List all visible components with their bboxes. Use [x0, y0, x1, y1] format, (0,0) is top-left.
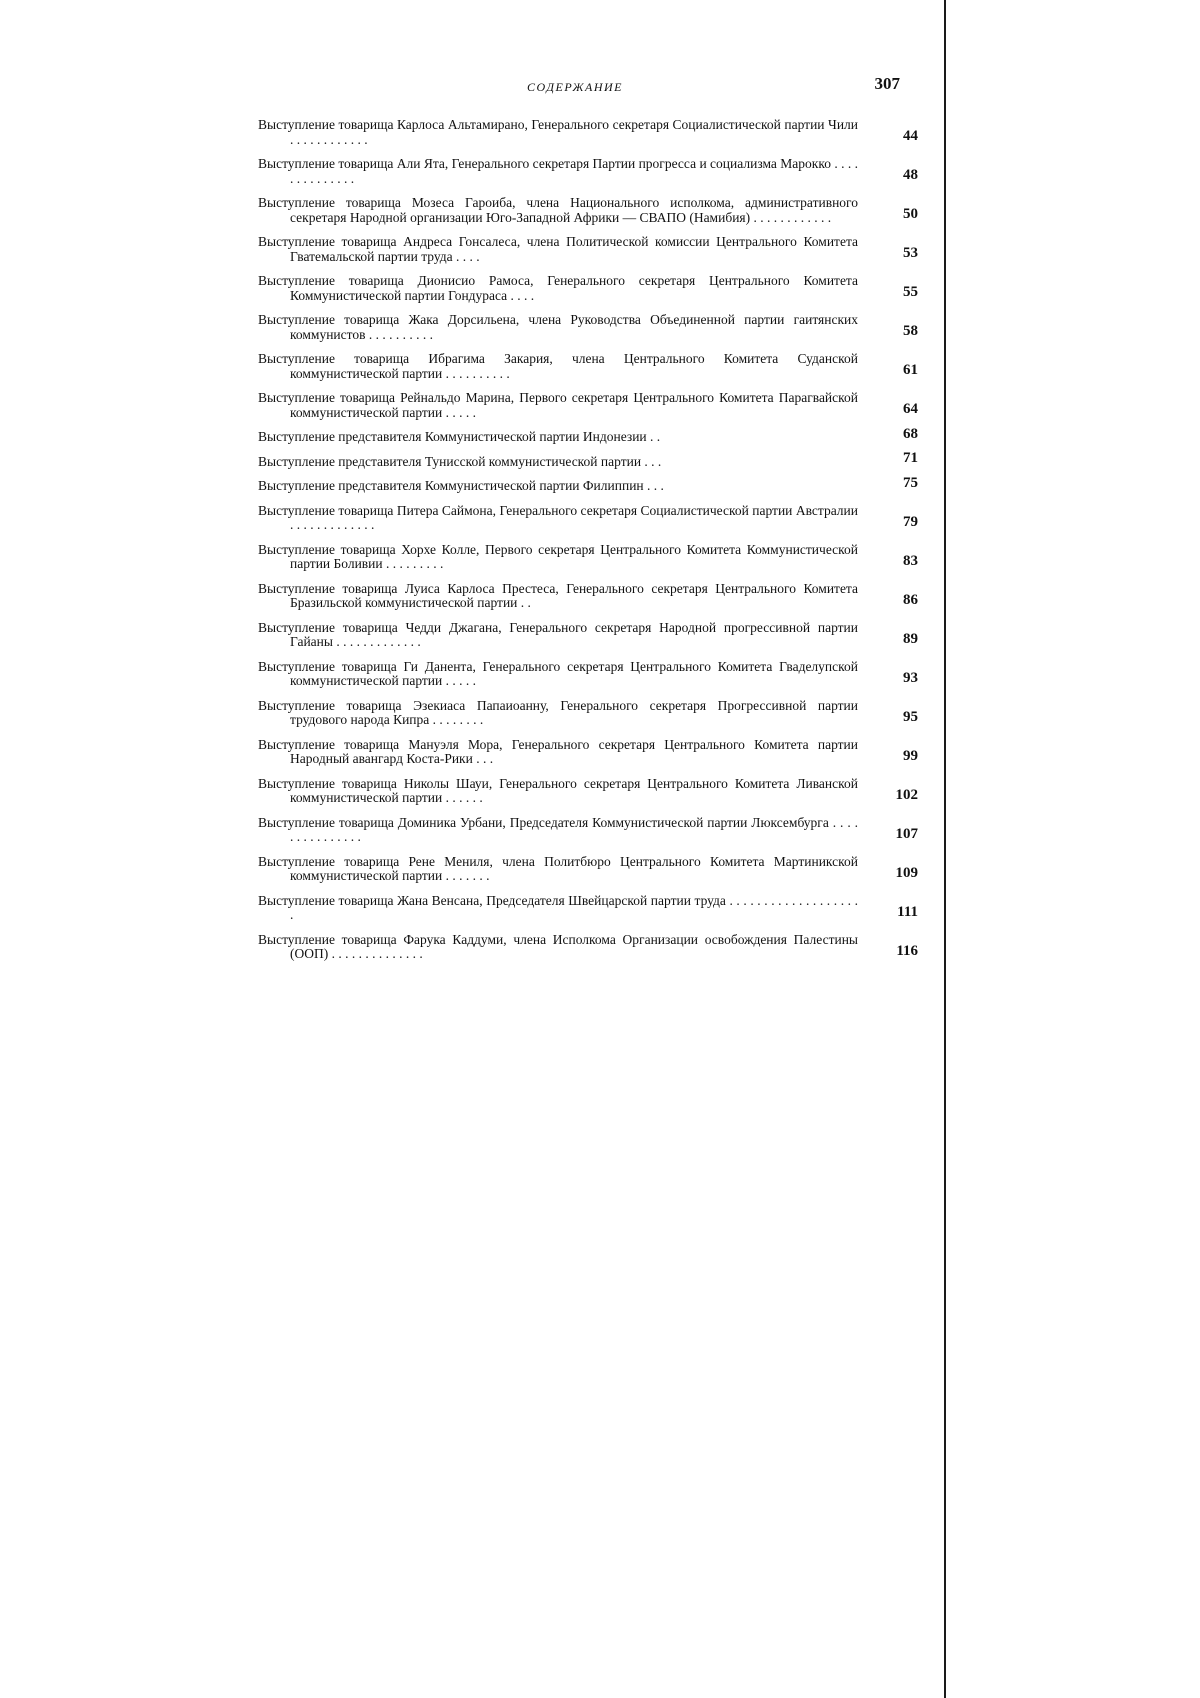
toc-entry	[258, 235, 918, 264]
toc-entry	[258, 196, 918, 225]
toc-entry-page: 68	[903, 425, 918, 442]
toc-entry-page: 64	[903, 401, 918, 417]
toc-entry	[258, 777, 918, 806]
toc-entry-page: 109	[895, 864, 918, 881]
toc-entry-page: 102	[895, 786, 918, 803]
toc-entry-title: Выступление товарища Рене Мениля, члена Политбюро Центрального Комитета Мартиникской коммунистической партии . . . . . . .	[258, 853, 862, 883]
toc-entry-page: 83	[903, 552, 918, 569]
toc-entry	[258, 504, 918, 533]
toc-entry-page: 99	[903, 747, 918, 764]
toc-entry-title: Выступление товарища Андреса Гонсалеса, члена Политической комиссии Центрального Комитета Гватемальской партии труда . . . .	[258, 234, 862, 264]
toc-entry-title: Выступление представителя Коммунистической партии Индонезии . .	[258, 429, 661, 444]
toc-entry-title: Выступление товарища Эзекиаса Папаиоанну, Генерального секретаря Прогрессивной партии трудового народа Кипра . . . . . . . .	[258, 697, 862, 727]
toc-entry-title: Выступление товарища Чедди Джагана, Генерального секретаря Народной прогрессивной партии Гайаны . . . . . . . . . . . . .	[258, 619, 862, 649]
toc-entry	[258, 738, 918, 767]
toc-entry	[258, 352, 918, 381]
toc-entry	[258, 894, 918, 923]
page-header	[250, 74, 900, 104]
toc-entry-page: 107	[895, 825, 918, 842]
table-of-contents	[258, 118, 918, 972]
toc-entry	[258, 157, 918, 186]
toc-entry	[258, 425, 918, 445]
toc-entry	[258, 660, 918, 689]
toc-entry-page: 86	[903, 591, 918, 608]
toc-entry-title: Выступление товарища Луиса Карлоса Престеса, Генерального секретаря Центрального Комитета Бразильской коммунистической партии . .	[258, 580, 862, 610]
toc-entry-title: Выступление товарища Доминика Урбани, Председателя Коммунистической партии Люксембурга . . . . . . . . . . . . . . .	[258, 814, 862, 844]
toc-entry-title: Выступление товарища Мануэля Мора, Генерального секретаря Центрального Комитета партии Народный авангард Коста-Рики . . .	[258, 736, 862, 766]
page-number: 307	[874, 74, 900, 93]
toc-entry	[258, 118, 918, 147]
toc-entry	[258, 621, 918, 650]
toc-entry	[258, 855, 918, 884]
toc-entry	[258, 543, 918, 572]
toc-entry-title: Выступление товарища Жана Венсана, Председателя Швейцарской партии труда . . . . . . . . . . . . . . . . . . . .	[258, 892, 862, 922]
toc-entry	[258, 313, 918, 342]
toc-entry-page: 48	[903, 167, 918, 183]
scan-edge-line	[944, 0, 946, 1698]
toc-entry-page: 55	[903, 284, 918, 300]
toc-entry-page: 58	[903, 323, 918, 339]
toc-entry-title: Выступление товарища Фарука Каддуми, члена Исполкома Организации освобождения Палестины (ООП) . . . . . . . . . . . . . .	[258, 931, 862, 961]
toc-entry-title: Выступление товарища Хорхе Колле, Первого секретаря Центрального Комитета Коммунистической партии Боливии . . . . . . . . .	[258, 541, 862, 571]
toc-entry-page: 79	[903, 513, 918, 530]
toc-entry-page: 53	[903, 245, 918, 261]
toc-entry	[258, 274, 918, 303]
toc-entry-page: 89	[903, 630, 918, 647]
toc-entry-page: 95	[903, 708, 918, 725]
toc-entry-title: Выступление товарища Николы Шауи, Генерального секретаря Центрального Комитета Ливанской коммунистической партии . . . . . .	[258, 775, 862, 805]
toc-entry	[258, 391, 918, 420]
toc-entry-page: 44	[903, 128, 918, 144]
toc-entry-title: Выступление товарища Ибрагима Закария, члена Центрального Комитета Суданской коммунистической партии . . . . . . . . . .	[258, 351, 862, 381]
toc-entry	[258, 450, 918, 470]
toc-entry-title: Выступление товарища Карлоса Альтамирано, Генерального секретаря Социалистической партии Чили . . . . . . . . . . . .	[258, 117, 862, 147]
toc-entry-title: Выступление товарища Питера Саймона, Генерального секретаря Социалистической партии Австралии . . . . . . . . . . . . .	[258, 502, 862, 532]
toc-entry-page: 71	[903, 450, 918, 466]
toc-entry-page: 61	[903, 362, 918, 378]
toc-entry-title: Выступление товарища Жака Дорсильена, члена Руководства Объединенной партии гаитянских коммунистов . . . . . . . . . .	[258, 312, 862, 342]
toc-entry-title: Выступление представителя Коммунистической партии Филиппин . . .	[258, 478, 664, 493]
toc-entry	[258, 474, 918, 494]
toc-entry-title: Выступление представителя Тунисской коммунистической партии . . .	[258, 453, 662, 469]
toc-entry	[258, 582, 918, 611]
toc-entry-title: Выступление товарища Ги Данента, Генерального секретаря Центрального Комитета Гваделупской коммунистической партии . . . . .	[258, 658, 862, 688]
toc-entry-page: 50	[903, 206, 918, 222]
toc-entry-title: Выступление товарища Али Ята, Генерального секретаря Партии прогресса и социализма Марокко . . . . . . . . . . . . . .	[258, 156, 862, 186]
toc-entry-title: Выступление товарища Рейнальдо Марина, Первого секретаря Центрального Комитета Парагвайской коммунистической партии . . . . .	[258, 390, 862, 420]
page-title: СОДЕРЖАНИЕ	[526, 80, 624, 94]
toc-entry	[258, 933, 918, 962]
toc-entry-page: 111	[897, 903, 918, 920]
toc-entry	[258, 816, 918, 845]
toc-entry-page: 75	[903, 474, 918, 491]
toc-entry-page: 93	[903, 669, 918, 686]
toc-entry-page: 116	[896, 942, 918, 959]
toc-entry-title: Выступление товарища Дионисио Рамоса, Генерального секретаря Центрального Комитета Коммунистической партии Гондураса . . . .	[258, 273, 862, 303]
toc-entry-title: Выступление товарища Мозеса Гароиба, члена Национального исполкома, административного секретаря Народной организации Юго-Западной Африки — СВАПО (Намибия) . . . . . . . . . . . .	[258, 195, 862, 225]
toc-entry	[258, 699, 918, 728]
